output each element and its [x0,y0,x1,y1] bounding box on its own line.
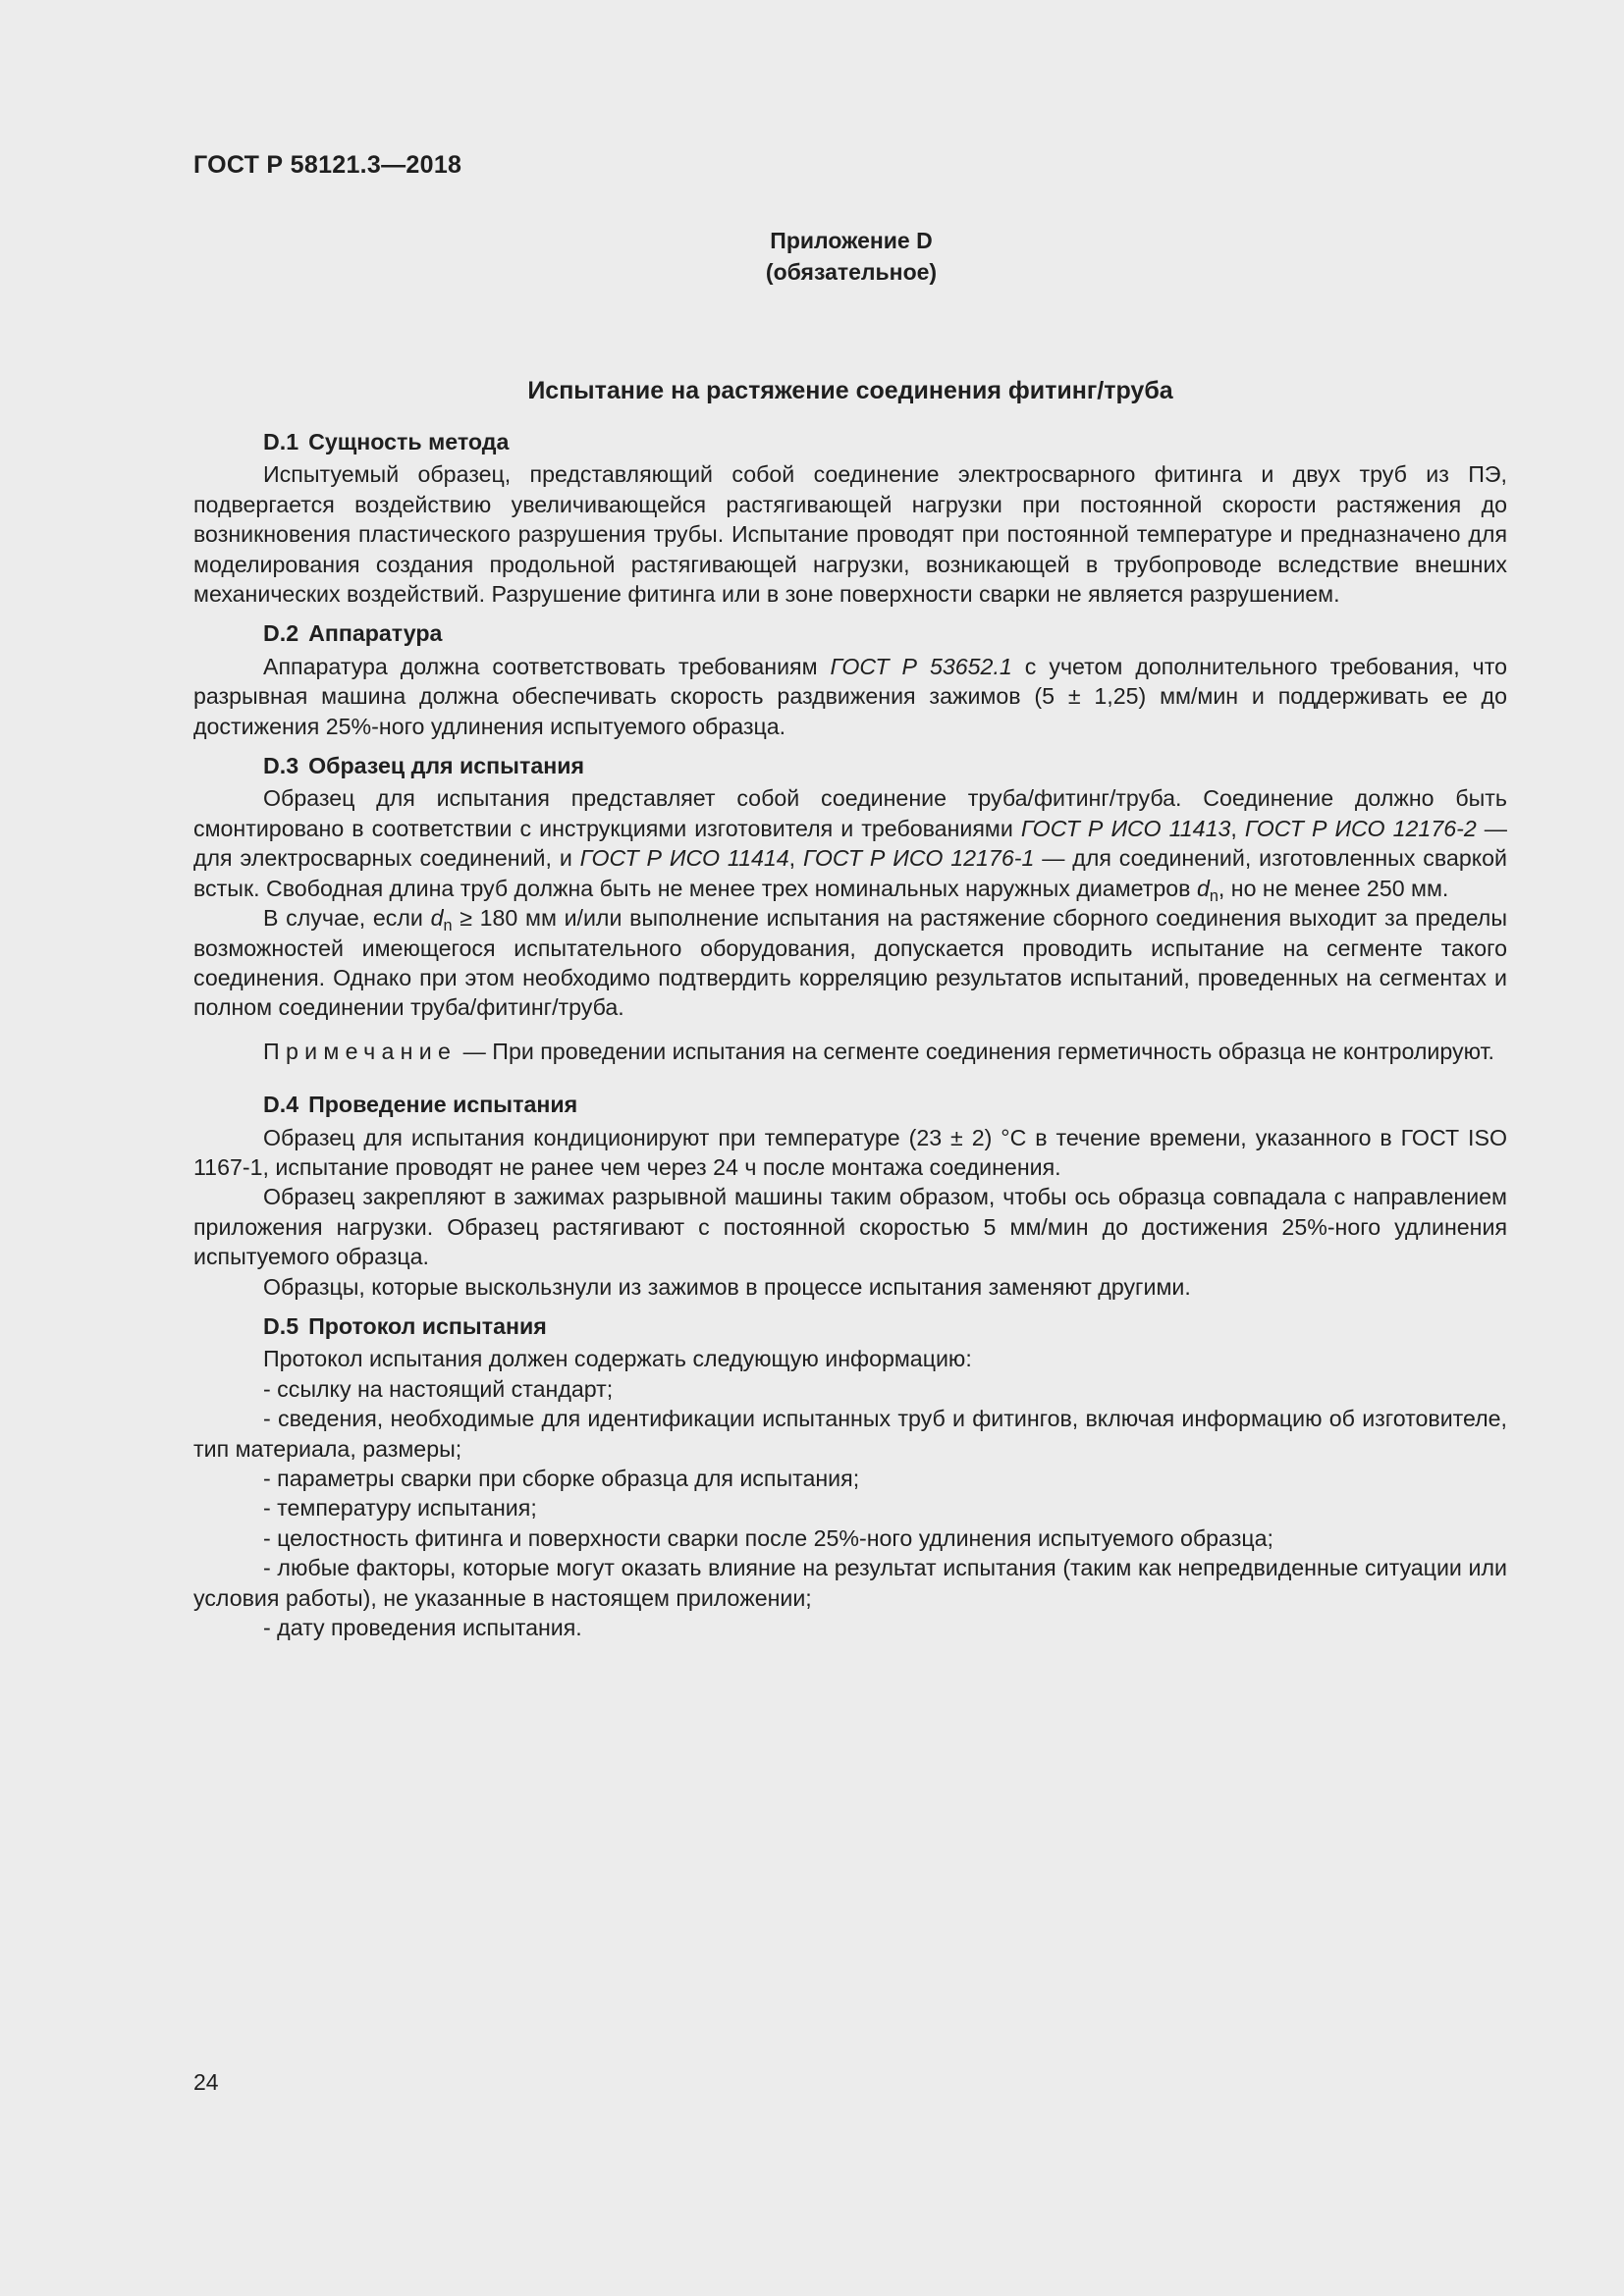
standard-reference: ГОСТ Р ИСО 11413 [1020,815,1231,841]
paragraph: Испытуемый образец, представляющий собой соединение электросварного фитинга и двух труб из ПЭ, подвергается воздействию увеличивающейся растягивающей нагрузки при постоянной скорости растяжения до возникновения пластического разрушения трубы. Испытание проводят при постоянной температуре и предназначено для моделирования создания продольной растягивающей нагрузки, возникающей в трубопроводе вследствие внешних механических воздействий. Разрушение фитинга или в зоне поверхности сварки не является разрушением. [193,461,1507,608]
subscript: n [443,917,453,935]
text-run: Аппаратура должна соответствовать требованиям [263,653,831,679]
document-body [193,374,1507,1642]
section-title: Проведение испытания [308,1092,578,1118]
text-run: с учетом дополнительного требования, что разрывная машина должна обеспечивать скорость раздвижения зажимов (5 ± 1,25) мм/мин и поддерживать ее до достижения 25%-ного удлинения испытуемого образца. [193,653,1507,739]
variable-symbol: d [1196,875,1210,901]
section-number: D.1 [263,429,299,454]
list-item: - ссылку на настоящий стандарт; [263,1375,614,1402]
section-heading-d3 [193,751,1507,780]
variable-symbol: d [430,905,444,932]
appendix-heading [193,225,1509,288]
paragraph [193,783,1507,903]
section-title: Аппаратура [308,620,443,647]
list-item: - целостность фитинга и поверхности сварки после 25%-ного удлинения испытуемого образца; [263,1524,1273,1551]
standard-reference: ГОСТ Р 53652.1 [830,653,1012,679]
page-number: 24 [193,2069,219,2095]
text-run: ≥ 180 мм и/или выполнение испытания на растяжение сборного соединения выходит за пределы возможностей имеющегося испытательного оборудования, допускается проводить испытание на сегменте такого соединения. Однако при этом необходимо подтвердить корреляцию результатов испытаний, проведенных на сегментах и полном соединении труба/фитинг/труба. [193,905,1507,1021]
section-title: Образец для испытания [308,753,585,779]
report-requirements-list [193,1344,1507,1642]
note-label: Примечание [263,1038,458,1064]
text-run: Образец для испытания представляет собой соединение труба/фитинг/труба. Соединение должно быть смонтировано в соответствии с инструкциями изготовителя и требованиями [193,785,1507,841]
paragraph: Образец закрепляют в зажимах разрывной машины таким образом, чтобы ось образца совпадала с направлением приложения нагрузки. Образец растягивают с постоянной скоростью 5 мм/мин до достижения 25%-ного удлинения испытуемого образца. [193,1184,1507,1270]
text-run: В случае, если [263,905,431,932]
standard-reference: ГОСТ Р ИСО 12176-2 [1244,815,1477,841]
text-run: — для соединений, изготовленных сваркой встык. Свободная длина труб должна быть не менее трех номинальных наружных диаметров [193,845,1507,901]
list-item: - сведения, необходимые для идентификации испытанных труб и фитингов, включая информацию об изготовителе, тип материала, размеры; [193,1406,1507,1462]
paragraph [193,903,1507,1023]
section-number: D.2 [263,620,299,647]
section-number: D.4 [263,1092,299,1118]
list-item: - любые факторы, которые могут оказать влияние на результат испытания (таким как непредвиденные ситуации или условия работы), не указанные в настоящем приложении; [193,1555,1507,1611]
section-number: D.5 [263,1312,299,1339]
section-number: D.3 [263,753,299,779]
section-heading-d5 [193,1311,1507,1341]
note [193,1037,1507,1066]
text-run: , но не менее 250 мм. [1218,875,1449,901]
paragraph [193,652,1507,741]
paragraph: Образец для испытания кондиционируют при температуре (23 ± 2) °С в течение времени, указанного в ГОСТ ISO 1167-1, испытание проводят не ранее чем через 24 ч после монтажа соединения. [193,1124,1507,1180]
section-title: Протокол испытания [308,1312,547,1339]
appendix-title: Испытание на растяжение соединения фитинг/труба [527,377,1173,404]
note-text: — При проведении испытания на сегменте соединения герметичность образца не контролируют. [457,1038,1494,1064]
section-title: Сущность метода [308,429,510,454]
list-item: - температуру испытания; [263,1495,537,1522]
appendix-label: Приложение D [770,228,933,253]
text-run: , [1230,815,1245,841]
section-heading-d2 [193,618,1507,648]
text-run: — для электросварных соединений, и [193,815,1507,872]
standard-reference: ГОСТ Р ИСО 11414 [579,845,789,872]
list-item: - параметры сварки при сборке образца для испытания; [263,1466,860,1491]
list-item: - дату проведения испытания. [263,1615,582,1641]
text-run: , [788,845,803,872]
paragraph: Образцы, которые выскользнули из зажимов в процессе испытания заменяют другими. [263,1273,1191,1300]
appendix-status: (обязательное) [765,259,938,285]
paragraph: Протокол испытания должен содержать следующую информацию: [263,1346,972,1372]
subscript: n [1209,886,1218,905]
section-heading-d1 [193,427,1507,456]
standard-reference: ГОСТ Р ИСО 12176-1 [803,845,1035,872]
document-id: ГОСТ Р 58121.3—2018 [193,151,462,179]
section-heading-d4 [193,1090,1507,1119]
